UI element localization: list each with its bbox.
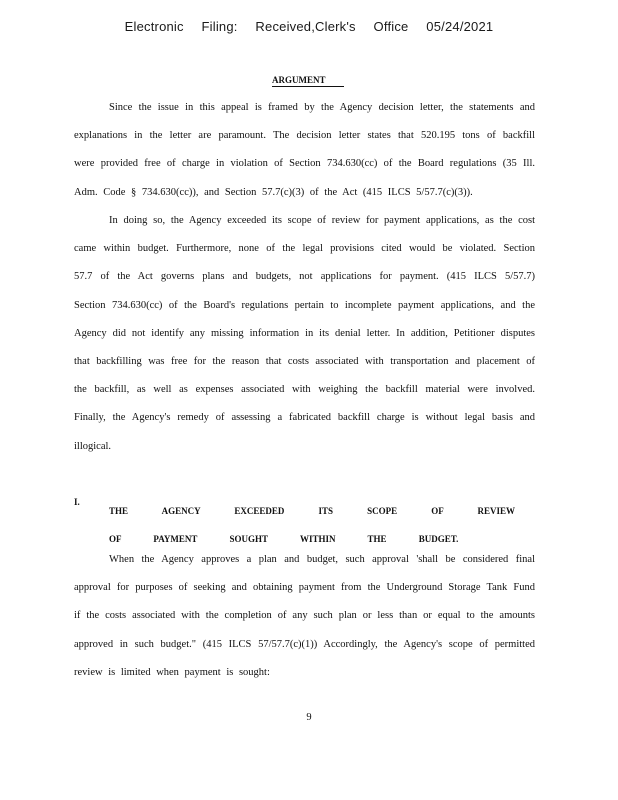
section-title: THE AGENCY EXCEEDED ITS SCOPE OF REVIEW OF PAYMENT SOUGHT WITHIN THE BUDGET.: [109, 506, 515, 544]
section-number: I.: [74, 497, 80, 507]
section-paragraph: When the Agency approves a plan and budget, such approval 'shall be considered final approval for purposes of seeking and obtaining payment from the Underground Storage Tank Fund if the costs associated with the completion of any such plan or less than or equal to the amounts approved in such budget." (415 ILCS 57/57.7(c)(1)) Accordingly, the Agency's scope of permitted review is limited when payment is sought:: [74, 554, 535, 678]
paragraph-1: Since the issue in this appeal is framed by the Agency decision letter, the statements and explanations in the letter are paramount. The decision letter states that 520.195 tons of backfill were provided free of charge in violation of Section 734.630(cc) of the Board regulations (35 Ill. Adm. Code § 734.630(cc)), and Section 57.7(c)(3) of the Act (415 ILCS 5/57.7(c)(3)).: [74, 102, 535, 198]
page-number: 9: [306, 712, 312, 723]
electronic-filing-header: Electronic Filing: Received,Clerk's Office 05/24/2021: [124, 19, 494, 34]
argument-heading: ARGUMENT: [272, 75, 344, 87]
paragraph-2: In doing so, the Agency exceeded its scope of review for payment applications, as the cost came within budget. Furthermore, none of the legal provisions cited would be violated. Section 57.7 of the Act governs plans and budgets, not applications for payment. (415 ILCS 5/57.7) Section 734.630(cc) of the Board's regulations pertain to incomplete payment applications, and the Agency did not identify any missing information in its denial letter. In addition, Petitioner disputes that backfilling was free for the reason that costs associated with transportation and placement of the backfill, as well as expenses associated with weighing the backfill material were involved. Finally, the Agency's remedy of assessing a fabricated backfill charge is without legal basis and illogical.: [74, 215, 535, 452]
